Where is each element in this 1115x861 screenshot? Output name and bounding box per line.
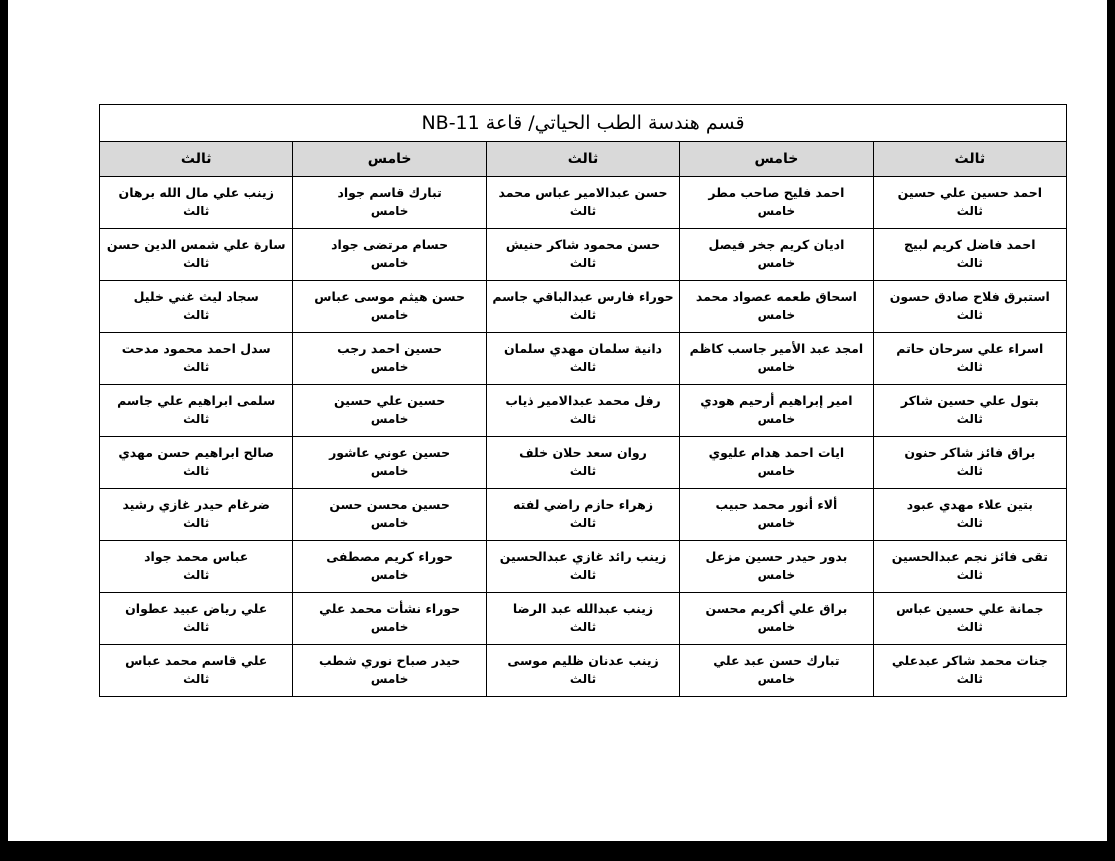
student-cell (293, 541, 486, 593)
student-stage: ثالث (183, 568, 210, 583)
table-row (100, 593, 1067, 645)
student-name: استبرق فلاح صادق حسون (889, 289, 1050, 305)
student-cell (486, 437, 679, 489)
student-cell (680, 645, 873, 697)
student-cell (486, 593, 679, 645)
student-cell (100, 541, 293, 593)
student-cell (680, 281, 873, 333)
student-name: ألاء أنور محمد حبيب (715, 497, 838, 513)
student-stage: ثالث (956, 204, 983, 219)
student-name: عباس محمد جواد (144, 549, 249, 565)
student-stage: ثالث (569, 516, 597, 531)
table-row (100, 281, 1067, 333)
student-cell (293, 645, 486, 697)
student-cell (293, 593, 486, 645)
student-name: حوراء نشأت محمد علي (319, 601, 461, 617)
table-row (100, 437, 1067, 489)
student-stage: ثالث (183, 516, 210, 531)
student-name: تقى فائز نجم عبدالحسين (891, 549, 1048, 565)
student-stage: خامس (757, 360, 796, 375)
column-header-4: خامس (293, 142, 486, 177)
student-name: سجاد ليث غني خليل (133, 289, 259, 305)
student-cell (873, 541, 1066, 593)
student-stage: ثالث (956, 256, 983, 271)
student-cell (680, 229, 873, 281)
student-name: براق فائز شاكر حنون (904, 445, 1036, 461)
table-row (100, 385, 1067, 437)
column-header-1: ثالث (873, 142, 1066, 177)
student-stage: خامس (370, 308, 409, 323)
student-name: ضرغام حيدر غازي رشيد (122, 497, 270, 513)
student-cell (293, 437, 486, 489)
table-row (100, 541, 1067, 593)
table-row (100, 645, 1067, 697)
student-cell (486, 177, 679, 229)
student-stage: خامس (370, 516, 409, 531)
student-name: اديان كريم جخر فيصل (708, 237, 845, 253)
student-name: ايات احمد هدام عليوي (708, 445, 845, 461)
student-stage: خامس (370, 360, 409, 375)
student-name: تبارك حسن عبد علي (713, 653, 840, 669)
student-name: زهراء حازم راضي لفته (513, 497, 654, 513)
student-name: زينب عدنان ظليم موسى (507, 653, 659, 669)
student-cell (293, 281, 486, 333)
student-stage: ثالث (183, 620, 210, 635)
student-stage: ثالث (569, 672, 597, 687)
table-row (100, 177, 1067, 229)
student-cell (486, 541, 679, 593)
student-stage: خامس (370, 568, 409, 583)
student-name: صالح ابراهيم حسن مهدي (118, 445, 275, 461)
student-cell (100, 489, 293, 541)
student-cell (680, 437, 873, 489)
student-name: زينب عبدالله عبد الرضا (512, 601, 654, 617)
student-name: اسحاق طعمه عصواد محمد (695, 289, 857, 305)
student-stage: ثالث (956, 360, 983, 375)
student-name: علي قاسم محمد عباس (125, 653, 268, 669)
student-stage: ثالث (569, 568, 597, 583)
table-head (100, 105, 1067, 177)
student-cell (873, 593, 1066, 645)
student-stage: خامس (757, 568, 796, 583)
student-cell (680, 177, 873, 229)
student-name: علي رياض عبيد عطوان (125, 601, 268, 617)
student-name: حسين احمد رجب (337, 341, 443, 357)
student-stage: ثالث (183, 360, 210, 375)
student-name: سارة علي شمس الدين حسن (106, 237, 286, 253)
student-name: زينب علي مال الله برهان (118, 185, 274, 201)
student-stage: ثالث (956, 516, 983, 531)
student-name: بتين علاء مهدي عبود (906, 497, 1033, 513)
student-cell (680, 593, 873, 645)
student-cell (486, 385, 679, 437)
column-header-2: خامس (680, 142, 873, 177)
student-name: اسراء علي سرحان حاتم (896, 341, 1044, 357)
student-cell (873, 437, 1066, 489)
student-stage: خامس (757, 308, 796, 323)
student-stage: ثالث (183, 256, 210, 271)
student-cell (873, 229, 1066, 281)
student-name: حيدر صباح نوري شطب (318, 653, 461, 669)
student-name: حسين عوني عاشور (329, 445, 451, 461)
student-name: براق علي أكريم محسن (705, 601, 848, 617)
student-cell (100, 177, 293, 229)
student-cell (486, 489, 679, 541)
student-stage: خامس (370, 256, 409, 271)
student-cell (680, 541, 873, 593)
student-stage: ثالث (569, 464, 597, 479)
student-name: بتول علي حسين شاكر (900, 393, 1039, 409)
student-stage: ثالث (569, 308, 597, 323)
right-edge-bar (1107, 0, 1115, 841)
student-stage: خامس (757, 464, 796, 479)
student-cell (873, 177, 1066, 229)
student-cell (100, 281, 293, 333)
student-cell (873, 489, 1066, 541)
student-stage: ثالث (183, 308, 210, 323)
table-row (100, 333, 1067, 385)
student-stage: خامس (757, 204, 796, 219)
student-name: حوراء فارس عبدالباقي جاسم (492, 289, 674, 305)
student-stage: ثالث (956, 568, 983, 583)
student-name: احمد حسين علي حسين (897, 185, 1042, 201)
student-stage: ثالث (569, 256, 597, 271)
student-cell (873, 385, 1066, 437)
student-cell (293, 229, 486, 281)
student-stage: خامس (757, 412, 796, 427)
student-stage: ثالث (956, 672, 983, 687)
student-stage: خامس (757, 256, 796, 271)
student-name: بدور حيدر حسين مزعل (705, 549, 848, 565)
column-header-3: ثالث (486, 142, 679, 177)
student-cell (680, 333, 873, 385)
table-body (100, 177, 1067, 697)
student-name: حوراء كريم مصطفى (326, 549, 454, 565)
student-cell (486, 333, 679, 385)
student-name: روان سعد حلان خلف (519, 445, 647, 461)
student-name: زينب رائد غازي عبدالحسين (499, 549, 667, 565)
student-cell (100, 229, 293, 281)
student-roster-table (99, 104, 1067, 697)
student-cell (293, 385, 486, 437)
roster-sheet (99, 104, 1067, 697)
student-cell (873, 645, 1066, 697)
student-cell (293, 489, 486, 541)
student-cell (100, 437, 293, 489)
student-stage: ثالث (183, 204, 210, 219)
student-stage: ثالث (183, 412, 210, 427)
student-name: احمد فليح صاحب مطر (708, 185, 845, 201)
document-title: قسم هندسة الطب الحياتي/ قاعة NB-11 (100, 105, 1067, 142)
column-header-5: ثالث (100, 142, 293, 177)
student-cell (100, 593, 293, 645)
header-row (100, 142, 1067, 177)
student-name: جمانة علي حسين عباس (896, 601, 1044, 617)
left-edge-bar (0, 0, 8, 841)
student-name: حسن عبدالامير عباس محمد (498, 185, 668, 201)
student-stage: ثالث (183, 464, 210, 479)
student-name: امجد عبد الأمير جاسب كاظم (689, 341, 864, 357)
student-cell (100, 385, 293, 437)
table-row (100, 489, 1067, 541)
student-name: حسن هيثم موسى عباس (314, 289, 466, 305)
student-stage: خامس (757, 672, 796, 687)
table-row (100, 229, 1067, 281)
student-stage: ثالث (956, 308, 983, 323)
student-cell (873, 281, 1066, 333)
student-stage: ثالث (956, 464, 983, 479)
title-row (100, 105, 1067, 142)
student-name: دانية سلمان مهدي سلمان (503, 341, 663, 357)
student-stage: خامس (757, 620, 796, 635)
student-name: احمد فاضل كريم لبيج (904, 237, 1036, 253)
student-stage: خامس (370, 620, 409, 635)
student-cell (293, 333, 486, 385)
student-stage: خامس (370, 672, 409, 687)
student-name: حسين علي حسين (334, 393, 446, 409)
student-stage: خامس (370, 204, 409, 219)
student-stage: ثالث (183, 672, 210, 687)
student-name: سلمى ابراهيم علي جاسم (117, 393, 276, 409)
student-name: رفل محمد عبدالامير ذياب (505, 393, 661, 409)
student-cell (100, 333, 293, 385)
student-name: سدل احمد محمود مدحت (121, 341, 271, 357)
student-stage: خامس (370, 464, 409, 479)
student-stage: ثالث (569, 360, 597, 375)
student-stage: خامس (757, 516, 796, 531)
student-cell (680, 489, 873, 541)
student-cell (293, 177, 486, 229)
student-cell (486, 645, 679, 697)
student-cell (100, 645, 293, 697)
student-name: جنات محمد شاكر عبدعلي (891, 653, 1048, 669)
student-cell (486, 229, 679, 281)
student-name: امير إبراهيم أرحيم هودي (700, 393, 853, 409)
student-stage: ثالث (569, 620, 597, 635)
student-name: تبارك قاسم جواد (337, 185, 442, 201)
student-name: حسين محسن حسن (329, 497, 450, 513)
student-stage: خامس (370, 412, 409, 427)
student-stage: ثالث (956, 412, 983, 427)
student-name: حسام مرتضى جواد (331, 237, 449, 253)
student-cell (873, 333, 1066, 385)
bottom-edge-bar (0, 841, 1115, 861)
student-cell (486, 281, 679, 333)
student-name: حسن محمود شاكر حنيش (505, 237, 661, 253)
student-cell (680, 385, 873, 437)
student-stage: ثالث (569, 412, 597, 427)
student-stage: ثالث (569, 204, 597, 219)
student-stage: ثالث (956, 620, 983, 635)
